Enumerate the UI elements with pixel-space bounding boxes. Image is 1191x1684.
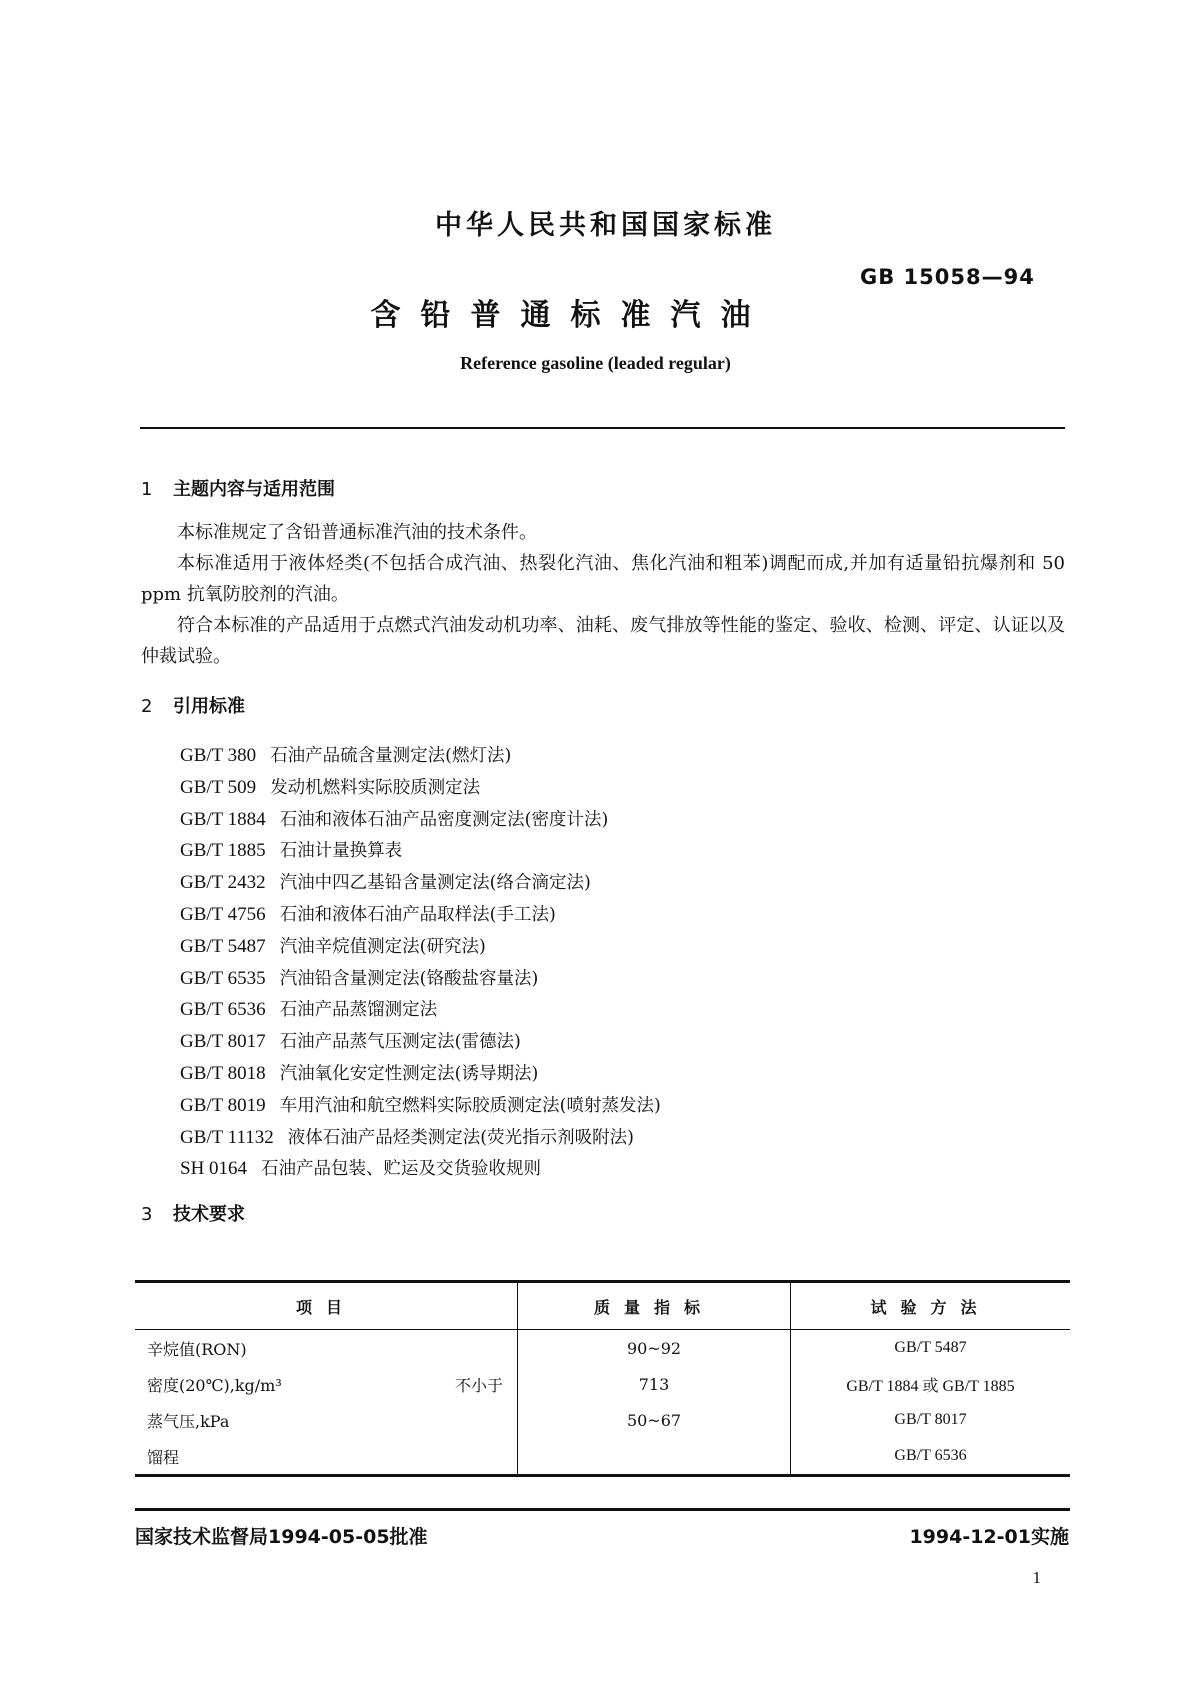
- section-number: 1: [141, 479, 153, 500]
- reference-title: 石油产品蒸馏测定法: [279, 1000, 438, 1021]
- row-method: GB/T 6536: [894, 1447, 967, 1464]
- section-title: 主题内容与适用范围: [173, 479, 335, 500]
- reference-title: 汽油中四乙基铅含量测定法(络合滴定法): [279, 873, 591, 894]
- section-1-paragraph-3: 符合本标准的产品适用于点燃式汽油发动机功率、油耗、废气排放等性能的鉴定、验收、检测、评定、认证以及仲裁试验。: [141, 615, 1065, 667]
- reference-title: 石油产品硫含量测定法(燃灯法): [270, 746, 512, 766]
- row-item: 馏程: [147, 1447, 180, 1467]
- reference-title: 发动机燃料实际胶质测定法: [270, 777, 481, 798]
- table-row: [135, 1438, 1070, 1476]
- reference-code: GB/T 5487: [180, 935, 266, 957]
- reference-title: 石油计量换算表: [279, 841, 403, 862]
- reference-title: 车用汽油和航空燃料实际胶质测定法(喷射蒸发法): [279, 1095, 661, 1116]
- reference-title: 汽油氧化安定性测定法(诱导期法): [279, 1063, 539, 1084]
- reference-code: GB/T 11132: [180, 1126, 274, 1148]
- section-1-paragraph-2: 本标准适用于液体烃类(不包括合成汽油、热裂化汽油、焦化汽油和粗苯)调配而成,并加有适量铅抗爆剂和 50 ppm 抗氧防胶剂的汽油。: [141, 553, 1065, 605]
- table-row: [135, 1330, 1070, 1367]
- row-item: 密度(20℃),kg/m³: [147, 1375, 282, 1395]
- section-1-paragraph-1: 本标准规定了含铅普通标准汽油的技术条件。: [177, 522, 537, 543]
- reference-title: 汽油辛烷值测定法(研究法): [279, 936, 486, 957]
- reference-item: [180, 931, 661, 963]
- reference-title: 石油和液体石油产品取样法(手工法): [279, 904, 556, 925]
- table-header-row: [135, 1282, 1070, 1330]
- reference-item: [180, 804, 661, 836]
- reference-item: [180, 1153, 661, 1185]
- reference-item: [180, 994, 661, 1026]
- technical-requirements-table: [135, 1280, 1070, 1477]
- reference-title: 石油产品蒸气压测定法(雷德法): [279, 1032, 521, 1053]
- reference-list: [180, 740, 661, 1185]
- reference-item: [180, 1026, 661, 1058]
- section-2-heading: [141, 692, 245, 718]
- reference-code: GB/T 6535: [180, 967, 266, 989]
- reference-item: [180, 1058, 661, 1090]
- section-number: 3: [141, 1204, 153, 1225]
- reference-item: [180, 772, 661, 804]
- section-title: 技术要求: [173, 1204, 245, 1225]
- reference-item: [180, 1122, 661, 1154]
- approval-date: 国家技术监督局1994-05-05批准: [135, 1526, 428, 1548]
- document-title: 含铅普通标准汽油: [370, 298, 771, 333]
- reference-code: GB/T 1884: [180, 808, 266, 830]
- reference-title: 石油产品包装、贮运及交货验收规则: [261, 1159, 542, 1180]
- row-value: 90~92: [518, 1330, 791, 1367]
- table-row: [135, 1366, 1070, 1402]
- column-header-method: 试验方法: [791, 1282, 1071, 1330]
- reference-title: 汽油铅含量测定法(铬酸盐容量法): [279, 968, 539, 989]
- reference-code: SH 0164: [180, 1158, 248, 1180]
- reference-code: GB/T 509: [180, 776, 257, 798]
- page-number: 1: [1032, 1568, 1041, 1587]
- row-method: GB/T 8017: [894, 1411, 967, 1428]
- reference-code: GB/T 2432: [180, 872, 266, 894]
- section-number: 2: [141, 696, 153, 717]
- reference-code: GB/T 6536: [180, 999, 266, 1021]
- reference-item: [180, 867, 661, 899]
- header-divider: [140, 427, 1065, 429]
- row-value: [518, 1438, 791, 1476]
- reference-item: [180, 899, 661, 931]
- row-qualifier: 不小于: [454, 1375, 503, 1395]
- row-method: GB/T 1884 或 GB/T 1885: [846, 1377, 1015, 1395]
- reference-item: [180, 835, 661, 867]
- reference-item: [180, 963, 661, 995]
- row-value: 50~67: [518, 1402, 791, 1438]
- reference-code: GB/T 8017: [180, 1031, 266, 1053]
- column-header-quality: 质量指标: [518, 1282, 791, 1330]
- row-item: 蒸气压,kPa: [147, 1411, 230, 1431]
- reference-code: GB/T 8019: [180, 1094, 266, 1116]
- row-method: GB/T 5487: [894, 1339, 967, 1356]
- reference-code: GB/T 4756: [180, 903, 266, 925]
- section-title: 引用标准: [173, 696, 245, 717]
- reference-code: GB/T 380: [180, 745, 257, 766]
- reference-code: GB/T 8018: [180, 1062, 266, 1084]
- row-value: 713: [518, 1366, 791, 1402]
- column-header-item: 项目: [135, 1282, 518, 1330]
- reference-title: 石油和液体石油产品密度测定法(密度计法): [279, 809, 609, 830]
- reference-code: GB/T 1885: [180, 840, 266, 862]
- reference-item: [180, 740, 661, 772]
- document-title-english: Reference gasoline (leaded regular): [460, 353, 731, 373]
- section-3-heading: [141, 1200, 245, 1226]
- row-item: 辛烷值(RON): [147, 1339, 247, 1359]
- table-row: [135, 1402, 1070, 1438]
- org-title: 中华人民共和国国家标准: [435, 210, 776, 241]
- reference-title: 液体石油产品烃类测定法(荧光指示剂吸附法): [287, 1127, 634, 1148]
- standard-code: GB 15058—94: [860, 265, 1035, 289]
- reference-item: [180, 1090, 661, 1122]
- implementation-date: 1994-12-01实施: [909, 1526, 1069, 1548]
- section-1-heading: [141, 475, 335, 501]
- footer-divider: [135, 1508, 1070, 1511]
